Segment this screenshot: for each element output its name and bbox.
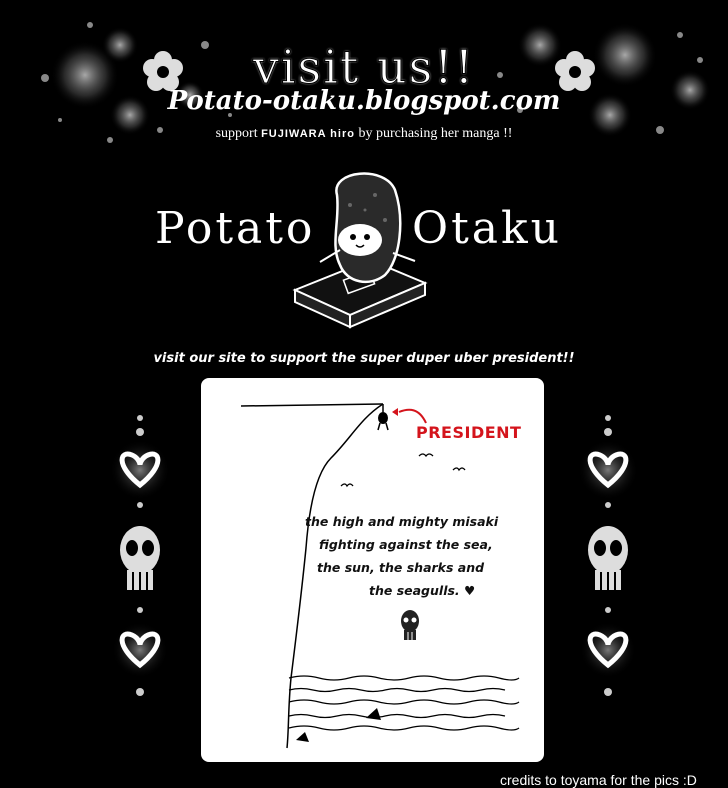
blog-url[interactable]: Potato-otaku.blogspot.com [167, 86, 561, 116]
shark-fin-icon [296, 708, 381, 742]
credits-text: credits to toyama for the pics :D [500, 772, 697, 788]
potato-mascot-icon [275, 165, 445, 335]
skull-icon [120, 526, 160, 594]
logo-word-right: Otaku [412, 203, 562, 254]
sea-waves [289, 676, 519, 730]
visit-us-heading: visit us!! [252, 40, 476, 94]
support-suffix: by purchasing her manga !! [358, 126, 513, 141]
support-line [0, 126, 728, 142]
caption-line: the seagulls. ♥ [369, 583, 476, 598]
caption-line: the sun, the sharks and [317, 560, 485, 575]
skull-icon [588, 526, 628, 594]
seagull-icon [341, 454, 465, 486]
hanging-figure-icon [378, 404, 388, 430]
logo-word-left: Potato [155, 203, 316, 254]
president-label: PRESIDENT [416, 423, 522, 442]
visit-site-message: visit our site to support the super duper uber president!! [153, 351, 575, 366]
support-author: FUJIWARA hiro [261, 128, 355, 140]
side-decoration-right [573, 410, 643, 710]
panel-caption [305, 510, 515, 602]
caption-line: the high and mighty misaki [305, 514, 499, 529]
skull-icon [401, 610, 419, 640]
caption-line: fighting against the sea, [319, 537, 493, 552]
side-decoration-left [105, 410, 175, 710]
support-prefix: support [215, 126, 258, 141]
